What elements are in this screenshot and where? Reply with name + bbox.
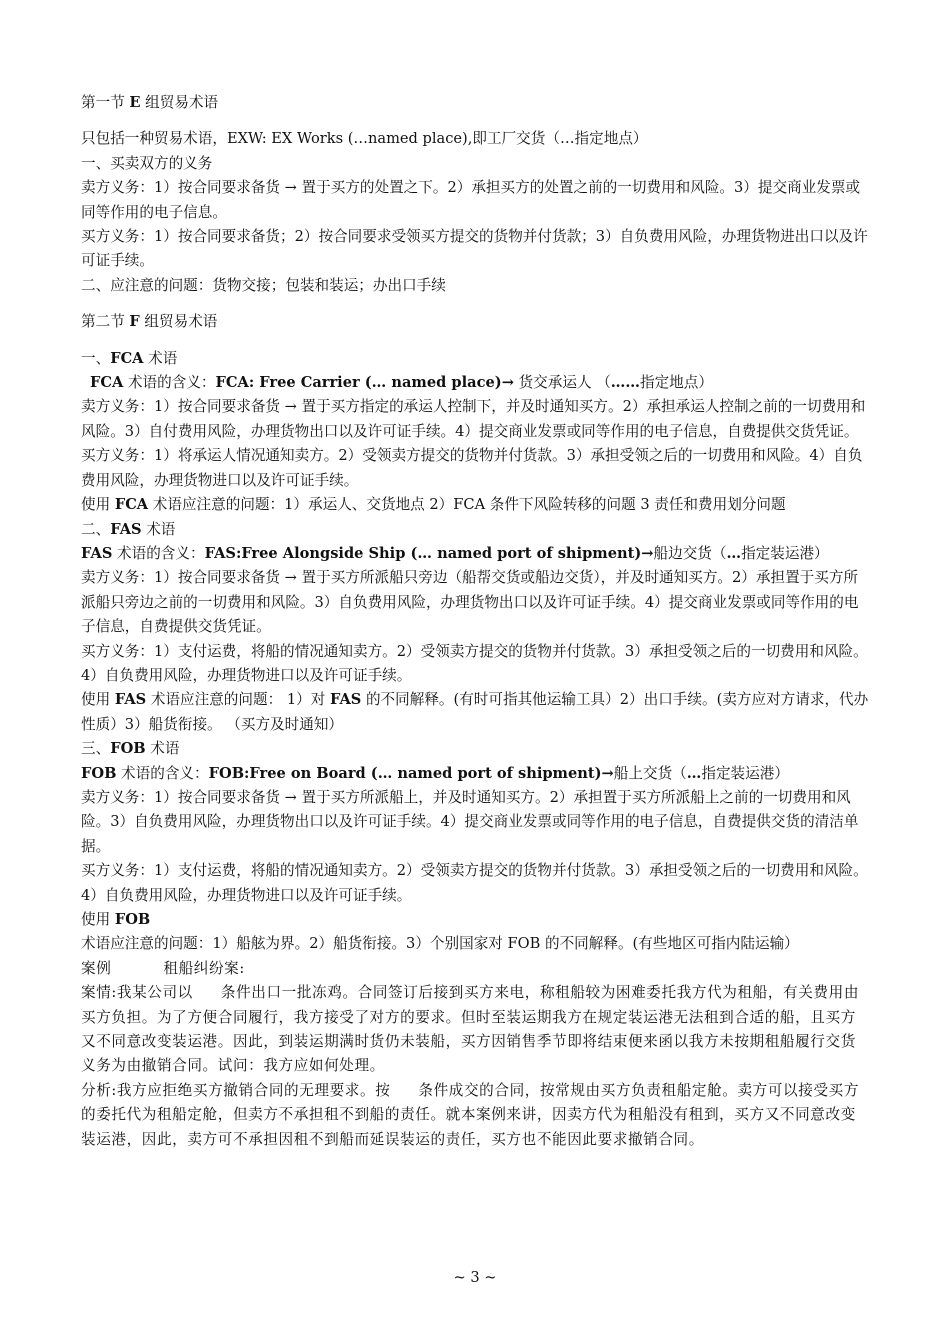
fob-buyer-obligations: 买方义务：1）支付运费，将船的情况通知卖方。2）受领卖方提交的货物并付货款。3）承担受领之后的一切费用和风险。4）自负费用风险，办理货物进口以及许可证手续。 <box>81 862 868 904</box>
fas-notes: 使用 FAS 术语应注意的问题： 1）对 FAS 的不同解释。(有时可指其他运输工具）2）出口手续。(卖方应对方请求，代办性质）3）船货衔接。 （买方及时通知） <box>81 691 869 733</box>
section-1-title: 第一节 E 组贸易术语 <box>81 94 219 111</box>
page-content <box>81 91 871 1152</box>
section-1-intro: 只包括一种贸易术语，EXW: EX Works (…named place),即工厂交货（…指定地点） <box>81 130 648 148</box>
fas-definition: FAS 术语的含义：FAS:Free Alongside Ship (… named port of shipment)→船边交货（…指定装运港） <box>81 544 829 562</box>
fob-definition: FOB 术语的含义：FOB:Free on Board (… named port of shipment)→船上交货（…指定装运港） <box>81 764 789 782</box>
case-analysis: 分析:我方应拒绝买方撤销合同的无理要求。按 条件成交的合同，按常规由买方负责租船定舱。卖方可以接受买方的委托代为租船定舱，但卖方不承担租不到船的责任。就本案例来讲，因卖方代为租船没有租到，买方又不同意改变装运港，因此，卖方可不承担因租不到船而延误装运的责任，买方也不能因此要求撤销合同。 <box>81 1081 860 1148</box>
exw-buyer-obligations: 买方义务：1）按合同要求备货；2）按合同要求受领买方提交的货物并付货款；3）自负费用风险，办理货物进出口以及许可证手续。 <box>81 228 868 270</box>
fas-buyer-obligations: 买方义务：1）支付运费，将船的情况通知卖方。2）受领卖方提交的货物并付货款。3）承担受领之后的一切费用和风险。4）自负费用风险，办理货物进口以及许可证手续。 <box>81 642 868 684</box>
fas-seller-obligations: 卖方义务：1）按合同要求备货 → 置于买方所派船只旁边（船帮交货或船边交货），并及时通知买方。2）承担置于买方所派船只旁边之前的一切费用和风险。3）自负费用风险，办理货物出口以及许可证手续。4）提交商业发票或同等作用的电子信息，自费提供交货凭证。 <box>81 569 859 636</box>
section-2-title: 第二节 F 组贸易术语 <box>81 313 218 331</box>
exw-seller-obligations: 卖方义务：1）按合同要求备货 → 置于买方的处置之下。2）承担买方的处置之前的一切费用和风险。3）提交商业发票或同等作用的电子信息。 <box>81 179 861 221</box>
case-facts: 案情:我某公司以 条件出口一批冻鸡。合同签订后接到买方来电，称租船较为困难委托我方代为租船，有关费用由买方负担。为了方便合同履行，我方接受了对方的要求。但时至装运期我方在规定装运港无法租到合适的船，且买方又不同意改变装运港。因此，到装运期满时货仍未装船，买方因销售季节即将结束便来函以我方未按期租船履行交货义务为由撤销合同。试问：我方应如何处理。 <box>81 984 860 1075</box>
fca-buyer-obligations: 买方义务：1）将承运人情况通知卖方。2）受领卖方提交的货物并付货款。3）承担受领之后的一切费用和风险。4）自负费用风险，办理货物进口以及许可证手续。 <box>81 447 863 489</box>
case-title: 案例 租船纠纷案: <box>81 959 245 977</box>
page-number: ~ 3 ~ <box>453 1269 497 1286</box>
fob-heading: 三、FOB 术语 <box>81 740 180 758</box>
fob-seller-obligations: 卖方义务：1）按合同要求备货 → 置于买方所派船上，并及时通知买方。2）承担置于买方所派船上之前的一切费用和风险。3）自负费用风险，办理货物出口以及许可证手续。4）提交商业发票或同等作用的电子信息，自费提供交货的清洁单据。 <box>81 788 859 855</box>
fas-heading: 二、FAS 术语 <box>81 520 176 538</box>
fca-seller-obligations: 卖方义务：1）按合同要求备货 → 置于买方指定的承运人控制下，并及时通知买方。2）承担承运人控制之前的一切费用和风险。3）自付费用风险，办理货物出口以及许可证手续。4）提交商业发票或同等作用的电子信息，自费提供交货凭证。 <box>81 398 866 440</box>
section-1-heading-notes: 二、应注意的问题：货物交接；包装和装运；办出口手续 <box>81 276 446 294</box>
fob-notes: 使用 FOB 术语应注意的问题：1）船舷为界。2）船货衔接。3）个别国家对 FOB 的不同解释。(有些地区可指内陆运输） <box>81 911 799 953</box>
fca-definition: FCA 术语的含义：FCA: Free Carrier (… named place)→ 货交承运人 （……指定地点） <box>90 374 713 392</box>
fca-notes: 使用 FCA 术语应注意的问题：1）承运人、交货地点 2）FCA 条件下风险转移的问题 3 责任和费用划分问题 <box>81 496 786 514</box>
section-1-heading-obligations: 一、买卖双方的义务 <box>81 154 213 172</box>
fca-heading: 一、FCA 术语 <box>81 349 178 367</box>
